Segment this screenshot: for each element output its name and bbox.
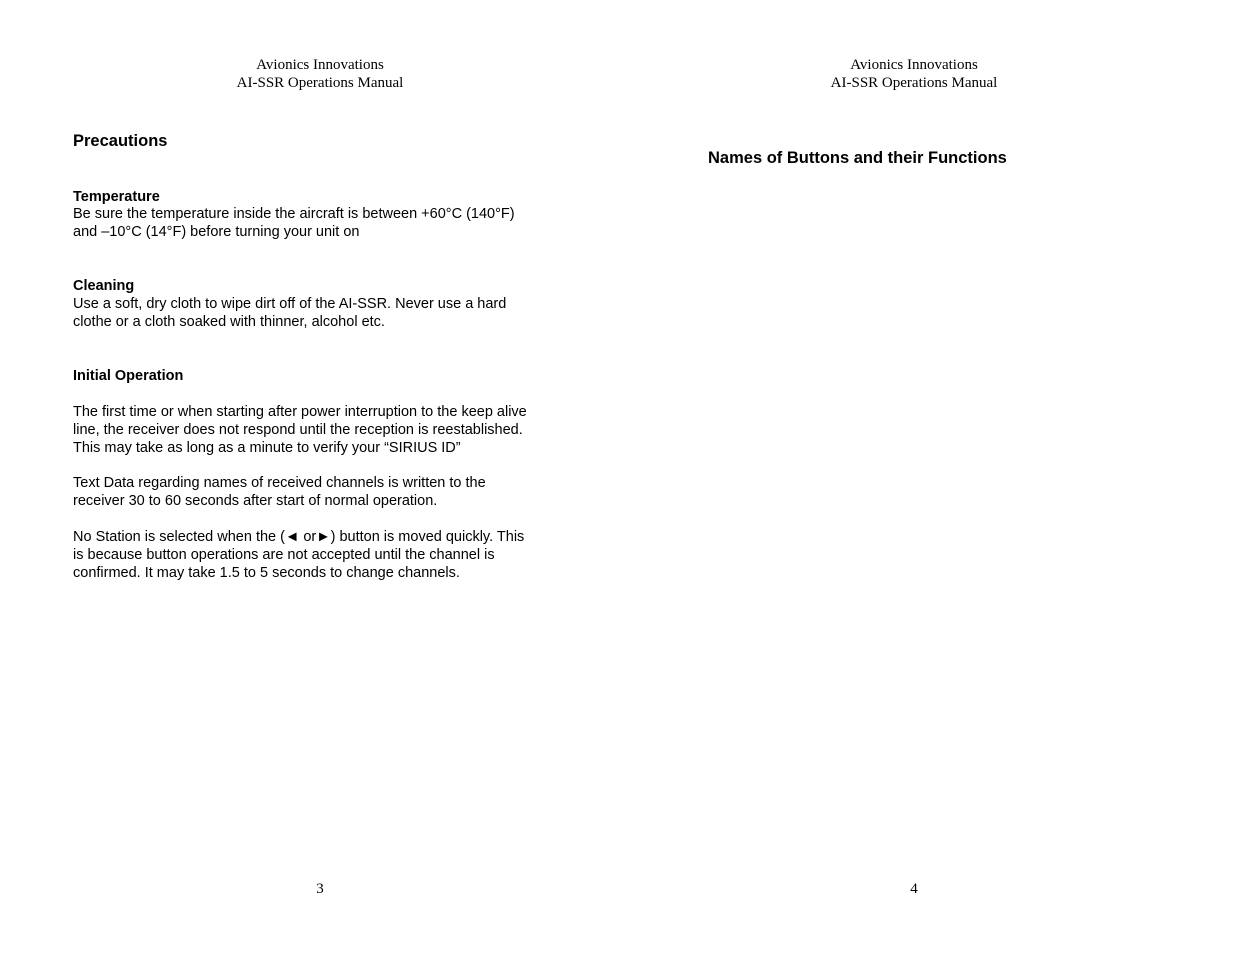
cleaning-text (73, 295, 573, 331)
initial-operation-heading: Initial Operation (73, 368, 184, 384)
right-page-header (764, 56, 1064, 92)
left-header-manual-title: AI-SSR Operations Manual (236, 75, 404, 91)
left-page-number: 3 (316, 881, 324, 897)
text-line: This may take as long as a minute to verify your “SIRIUS ID” (73, 440, 461, 456)
right-header-company: Avionics Innovations (850, 57, 978, 73)
precautions-title: Precautions (73, 132, 168, 150)
text-line: Use a soft, dry cloth to wipe dirt off of the AI-SSR. Never use a hard (73, 296, 507, 312)
temperature-text (73, 205, 573, 241)
left-header-company: Avionics Innovations (256, 57, 384, 73)
text-line: Be sure the temperature inside the aircraft is between +60°C (140°F) (73, 206, 515, 222)
right-page-number: 4 (910, 881, 918, 897)
cleaning-heading: Cleaning (73, 278, 135, 294)
left-page-header (170, 56, 470, 92)
text-line: Text Data regarding names of received channels is written to the (73, 475, 486, 491)
initial-operation-paragraph-3 (73, 528, 573, 582)
text-line: No Station is selected when the (◄ or►) button is moved quickly. This (73, 529, 525, 545)
text-line: The first time or when starting after power interruption to the keep alive (73, 404, 527, 420)
text-line: is because button operations are not accepted until the channel is (73, 547, 495, 563)
text-line: and –10°C (14°F) before turning your unit on (73, 224, 360, 240)
text-line: confirmed. It may take 1.5 to 5 seconds to change channels. (73, 565, 460, 581)
initial-operation-paragraph-2 (73, 474, 573, 510)
initial-operation-paragraph-1 (73, 403, 573, 457)
buttons-functions-title: Names of Buttons and their Functions (708, 149, 1007, 167)
text-line: clothe or a cloth soaked with thinner, alcohol etc. (73, 314, 385, 330)
right-header-manual-title: AI-SSR Operations Manual (830, 75, 998, 91)
text-line: line, the receiver does not respond until the reception is reestablished. (73, 422, 523, 438)
temperature-heading: Temperature (73, 189, 160, 205)
text-line: receiver 30 to 60 seconds after start of normal operation. (73, 493, 438, 509)
